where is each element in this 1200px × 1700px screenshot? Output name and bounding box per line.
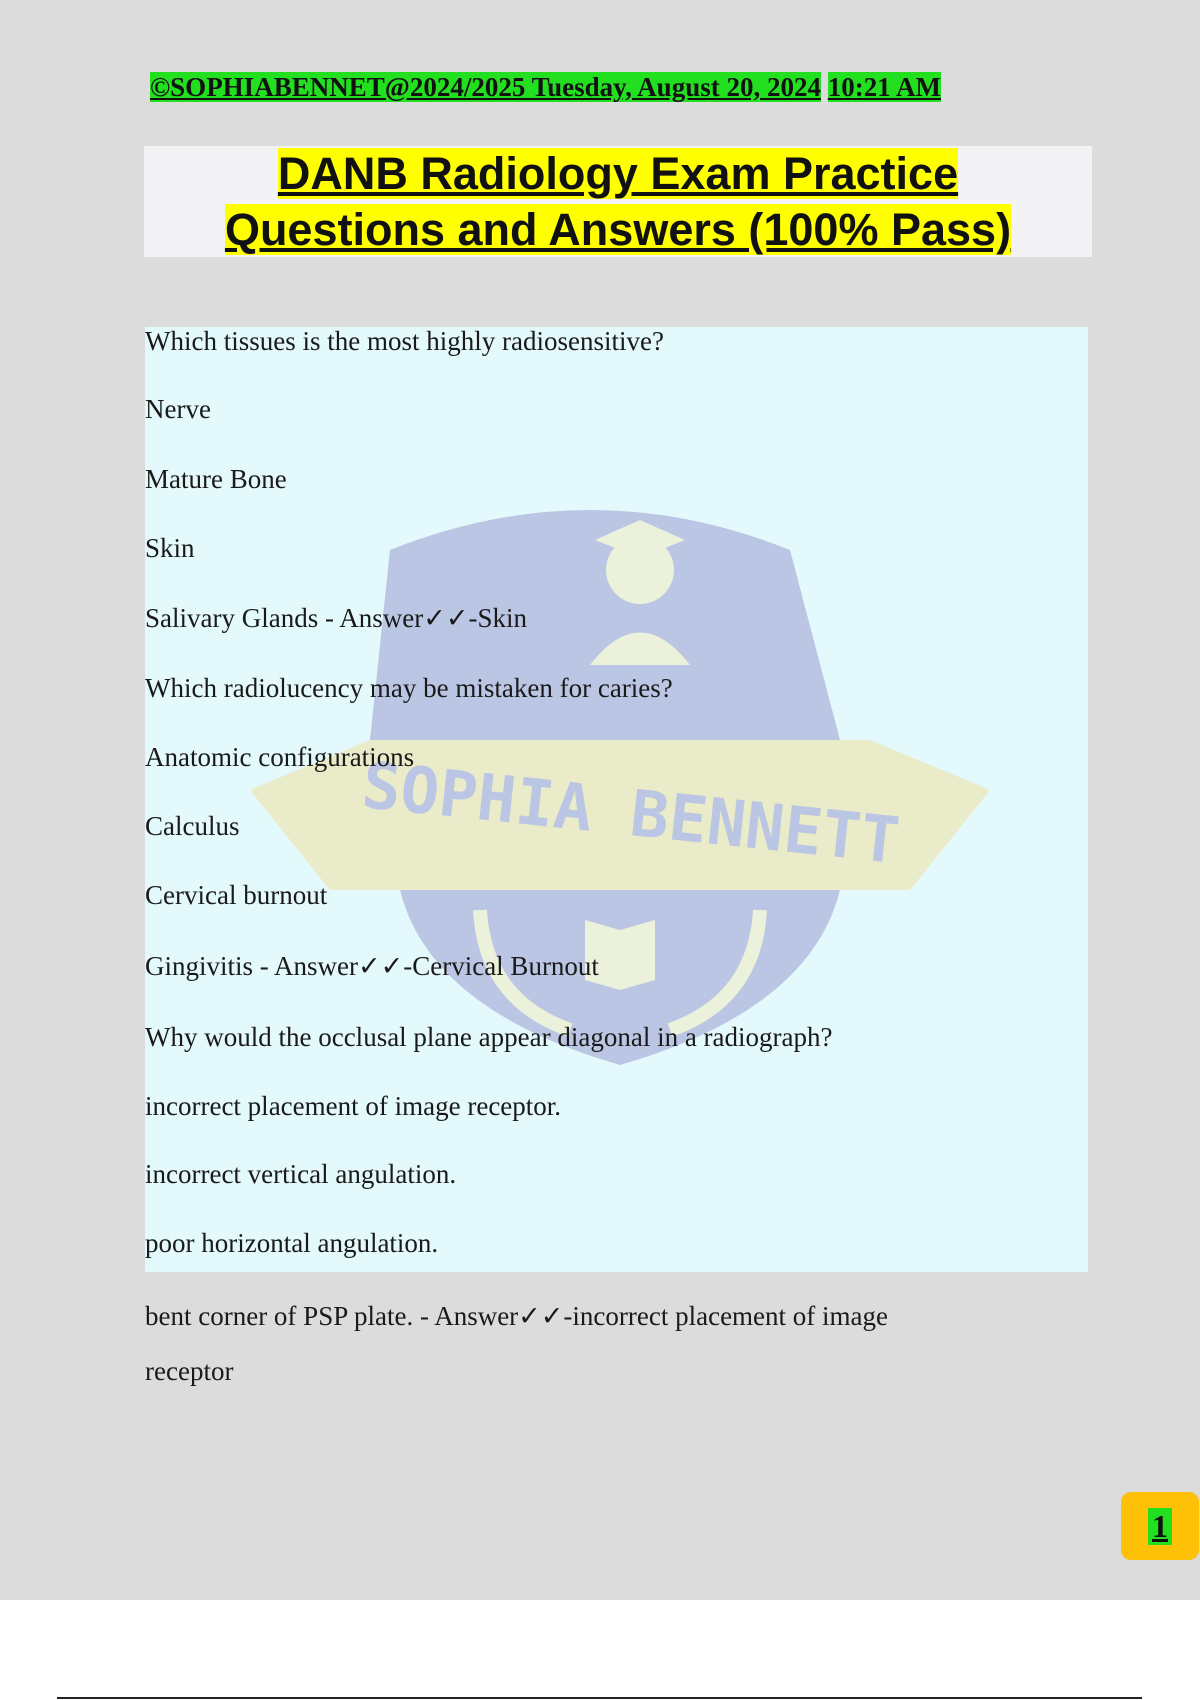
question-line: Which radiolucency may be mistaken for caries? <box>145 673 673 703</box>
page-number-badge <box>1121 1492 1199 1560</box>
question-line: Which tissues is the most highly radiosensitive? <box>145 326 664 356</box>
header-stamp-text: ©SOPHIABENNET@2024/2025 Tuesday, August 20, 2024 <box>150 72 821 102</box>
answer-line: Salivary Glands - Answer✓✓-Skin <box>145 603 527 633</box>
header-time: 10:21 AM <box>827 72 941 102</box>
title-line-1 <box>144 146 1092 202</box>
title-line-2 <box>144 202 1092 258</box>
watermark-text: SOPHIA BENNETT <box>358 749 903 880</box>
option-line: Calculus <box>145 811 240 841</box>
option-line: Mature Bone <box>145 464 287 494</box>
option-line: incorrect vertical angulation. <box>145 1159 457 1189</box>
bottom-divider <box>57 1697 1142 1699</box>
answer-line-continued: receptor <box>145 1356 234 1386</box>
title-box <box>144 146 1092 257</box>
answer-line: bent corner of PSP plate. - Answer✓✓-incorrect placement of image <box>145 1301 889 1331</box>
option-line: Nerve <box>145 394 211 424</box>
header-stamp <box>150 72 941 103</box>
option-line: Skin <box>145 533 195 563</box>
question-line: Why would the occlusal plane appear diagonal in a radiograph? <box>145 1022 833 1052</box>
page-number: 1 <box>1148 1508 1172 1545</box>
title-text-2: Questions and Answers (100% Pass) <box>224 204 1012 255</box>
title-text-1: DANB Radiology Exam Practice <box>277 148 959 199</box>
option-line: Anatomic configurations <box>145 742 415 772</box>
answer-line: Gingivitis - Answer✓✓-Cervical Burnout <box>145 951 599 981</box>
option-line: poor horizontal angulation. <box>145 1228 439 1258</box>
option-line: Cervical burnout <box>145 880 328 910</box>
option-line: incorrect placement of image receptor. <box>145 1091 562 1121</box>
